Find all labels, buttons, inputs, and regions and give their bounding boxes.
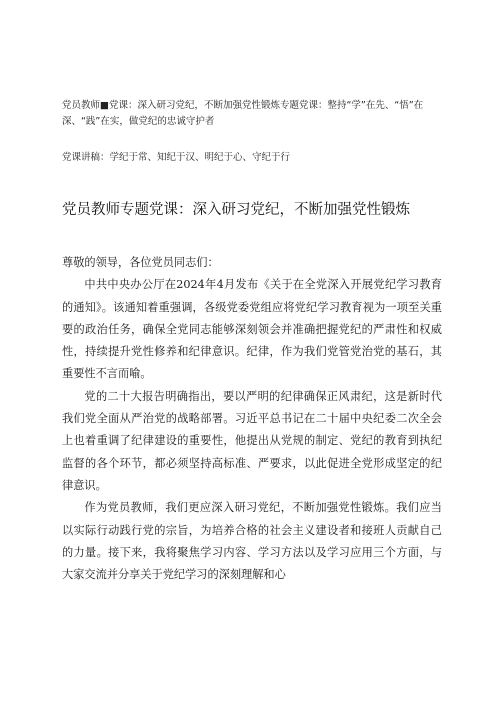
document-body [62, 252, 442, 586]
paragraph-1: 中共中央办公厅在2024年4月发布《关于在全党深入开展党纪学习教育的通知》。该通知着重强调，各级党委党组应将党纪学习教育视为一项至关重要的政治任务，确保全党同志能够深刻领会并准确把握党纪的严肃性和权威性，持续提升党性修养和纪律意识。纪律，作为我们党管党治党的基石，其重要性不言而喻。 [62, 278, 442, 381]
salutation: 尊敬的领导，各位党员同志们： [62, 256, 219, 269]
toc-entry-2: 党课讲稿：学纪于常、知纪于汉、明纪于心、守纪于行 [62, 152, 291, 163]
document-title: 党员教师专题党课：深入研习党纪，不断加强党性锻炼 [62, 202, 410, 218]
paragraph-3: 作为党员教师，我们更应深入研习党纪，不断加强党性锻炼。我们应当以实际行动践行党的宗旨，为培养合格的社会主义建设者和接班人贡献自己的力量。接下来，我将聚焦学习内容、学习方法以及学习应用三个方面，与大家交流并分享关于党纪学习的深刻理解和心 [62, 501, 442, 582]
paragraph-2: 党的二十大报告明确指出，要以严明的纪律确保正风肃纪，这是新时代我们党全面从严治党的战略部署。习近平总书记在二十届中央纪委二次全会上也着重调了纪律建设的重要性，他提出从党规的制定、党纪的教育到执纪监督的各个环节，都必须坚持高标准、严要求，以此促进全党形成坚定的纪律意识。 [62, 389, 442, 492]
toc-entry-1: 党员教师■党课：深入研习党纪，不断加强党性锻炼专题党课：整持“学”在先、“悟”在深、“践”在实，做党纪的忠诚守护者 [62, 100, 424, 127]
